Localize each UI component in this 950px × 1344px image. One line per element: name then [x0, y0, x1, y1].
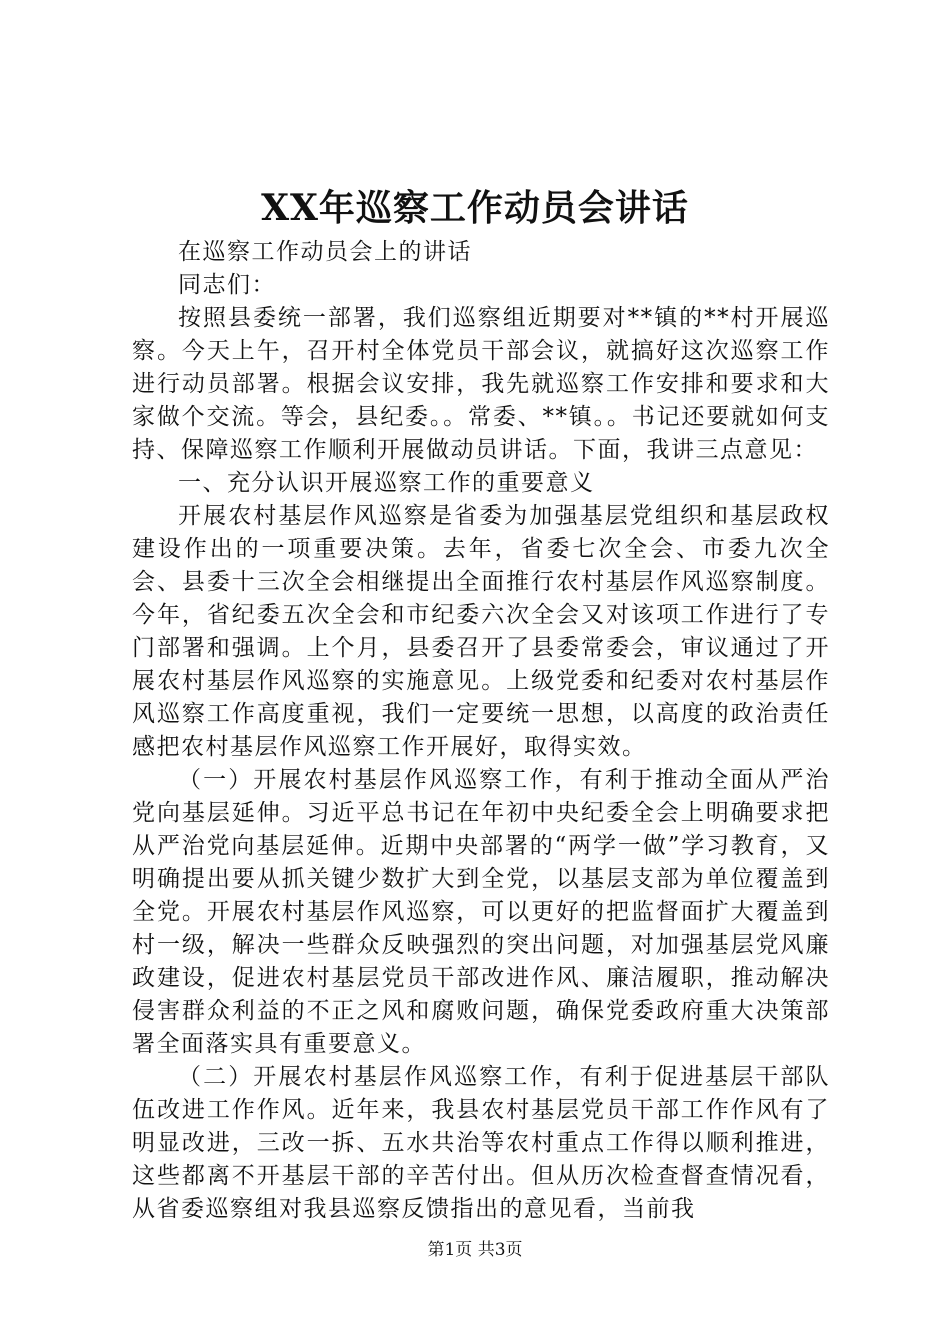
document-title: XX年巡察工作动员会讲话 [261, 187, 689, 229]
body-paragraph-1: 开展农村基层作风巡察是省委为加强基层党组织和基层政权建设作出的一项重要决策。去年，省委七次全会、市委九次全会、县委十三次全会相继提出全面推行农村基层作风巡察制度。今年，省纪委五次全会和市纪委六次全会又对该项工作进行了专门部署和强调。上个月，县委召开了县委常委会，审议通过了开展农村基层作风巡察的实施意见。上级党委和纪委对农村基层作风巡察工作高度重视，我们一定要统一思想，以高度的政治责任感把农村基层作风巡察工作开展好，取得实效。 [132, 503, 830, 760]
body-paragraph-2: （一）开展农村基层作风巡察工作，有利于推动全面从严治党向基层延伸。习近平总书记在年初中央纪委全会上明确要求把从严治党向基层延伸。近期中央部署的“两学一做”学习教育，又明确提出要从抓关键少数扩大到全党，以基层支部为单位覆盖到全党。开展农村基层作风巡察，可以更好的把监督面扩大覆盖到村一级，解决一些群众反映强烈的突出问题，对加强基层党风廉政建设，促进农村基层党员干部改进作风、廉洁履职，推动解决侵害群众利益的不正之风和腐败问题，确保党委政府重大决策部署全面落实具有重要意义。 [132, 767, 830, 1057]
section-heading-1: 一、充分认识开展巡察工作的重要意义 [178, 470, 595, 496]
intro-paragraph: 按照县委统一部署，我们巡察组近期要对**镇的**村开展巡察。今天上午，召开村全体党员干部会议，就搞好这次巡察工作进行动员部署。根据会议安排，我先就巡察工作安排和要求和大家做个交流。等会，县纪委。。常委、**镇。。书记还要就如何支持、保障巡察工作顺利开展做动员讲话。下面，我讲三点意见： [132, 305, 830, 463]
salutation: 同志们： [178, 272, 276, 298]
document-body [132, 236, 830, 1226]
speech-heading: 在巡察工作动员会上的讲话 [178, 239, 472, 265]
body-paragraph-3: （二）开展农村基层作风巡察工作，有利于促进基层干部队伍改进工作作风。近年来，我县农村基层党员干部工作作风有了明显改进，三改一拆、五水共治等农村重点工作得以顺利推进，这些都离不开基层干部的辛苦付出。但从历次检查督查情况看，从省委巡察组对我县巡察反馈指出的意见看，当前我 [132, 1064, 830, 1222]
page-footer: 第1页 共3页 [427, 1240, 523, 1260]
